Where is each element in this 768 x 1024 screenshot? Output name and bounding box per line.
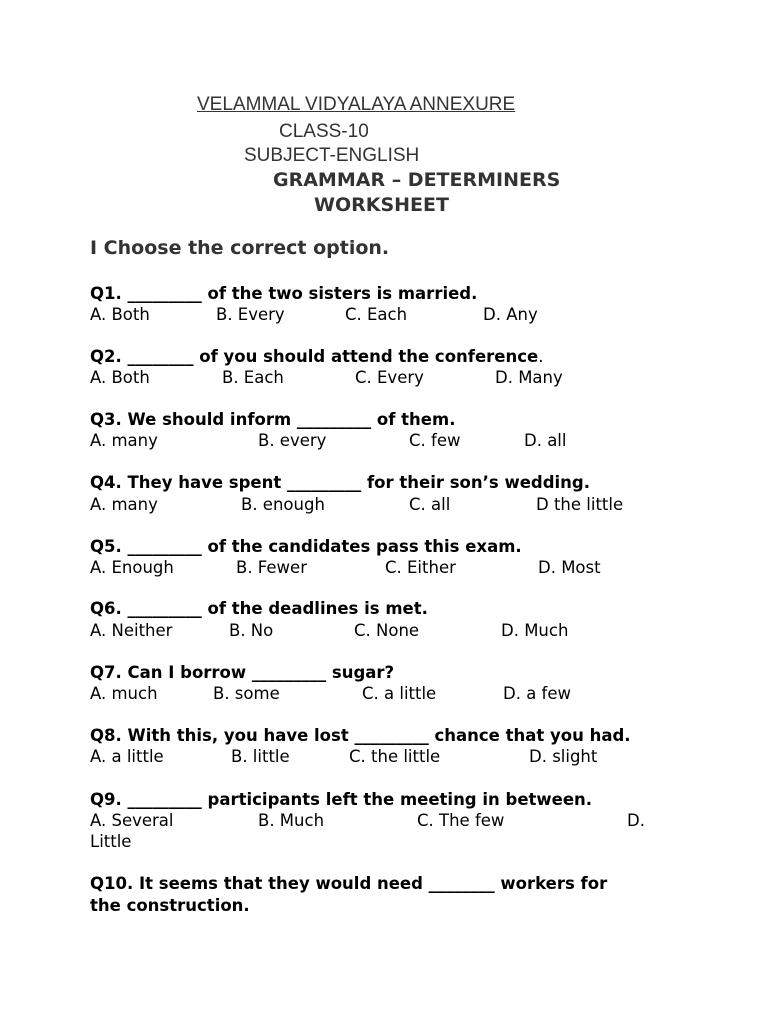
question-1: Q1. _________ of the two sisters is married. (90, 284, 478, 303)
option-c: C. the little (349, 747, 441, 766)
question-5: Q5. _________ of the candidates pass this exam. (90, 537, 522, 556)
instruction-heading: I Choose the correct option. (90, 237, 390, 259)
option-a: A. a little (90, 747, 164, 766)
option-a: A. much (90, 684, 158, 703)
option-a: A. Both (90, 305, 150, 324)
option-d: D. Any (483, 305, 538, 324)
option-b: B. Fewer (236, 558, 307, 577)
option-a: A. Both (90, 368, 150, 387)
option-b: B. Every (216, 305, 285, 324)
option-a: A. Several (90, 811, 174, 830)
option-c: C. all (409, 495, 451, 514)
topic-title: GRAMMAR – DETERMINERS (273, 169, 561, 191)
option-d: D. all (524, 431, 567, 450)
class-label: CLASS-10 (279, 121, 369, 142)
option-b: B. Each (222, 368, 284, 387)
option-c: C. Either (385, 558, 456, 577)
option-b: B. enough (241, 495, 325, 514)
option-d: D. a few (503, 684, 572, 703)
question-9: Q9. _________ participants left the meeting in between. (90, 790, 593, 809)
option-d-continued: Little (90, 832, 132, 851)
question-2: Q2. ________ of you should attend the conference. (90, 347, 544, 366)
option-d: D. Much (501, 621, 569, 640)
option-b: B. little (231, 747, 290, 766)
question-10-continued: the construction. (90, 896, 250, 915)
option-c: C. Every (355, 368, 424, 387)
option-b: B. Much (258, 811, 325, 830)
option-c: C. a little (362, 684, 437, 703)
option-b: B. No (229, 621, 274, 640)
option-b: B. every (258, 431, 327, 450)
option-c: C. None (354, 621, 420, 640)
option-a: A. many (90, 431, 158, 450)
question-10: Q10. It seems that they would need ________ workers for (90, 874, 608, 893)
option-c: C. few (409, 431, 461, 450)
option-d: D. Most (538, 558, 601, 577)
option-d: D. Many (495, 368, 563, 387)
school-name: VELAMMAL VIDYALAYA ANNEXURE (197, 94, 516, 115)
subject-label: SUBJECT-ENGLISH (244, 145, 420, 166)
question-6: Q6. _________ of the deadlines is met. (90, 599, 428, 618)
option-d: D. (627, 811, 645, 830)
option-c: C. Each (345, 305, 408, 324)
question-7: Q7. Can I borrow _________ sugar? (90, 663, 395, 682)
option-d: D the little (536, 495, 624, 514)
option-b: B. some (213, 684, 280, 703)
question-3: Q3. We should inform _________ of them. (90, 410, 456, 429)
question-4: Q4. They have spent _________ for their son’s wedding. (90, 473, 591, 492)
option-c: C. The few (417, 811, 505, 830)
question-8: Q8. With this, you have lost _________ chance that you had. (90, 726, 631, 745)
option-a: A. Enough (90, 558, 174, 577)
worksheet-title: WORKSHEET (314, 194, 449, 216)
option-d: D. slight (529, 747, 598, 766)
option-a: A. many (90, 495, 158, 514)
option-a: A. Neither (90, 621, 173, 640)
